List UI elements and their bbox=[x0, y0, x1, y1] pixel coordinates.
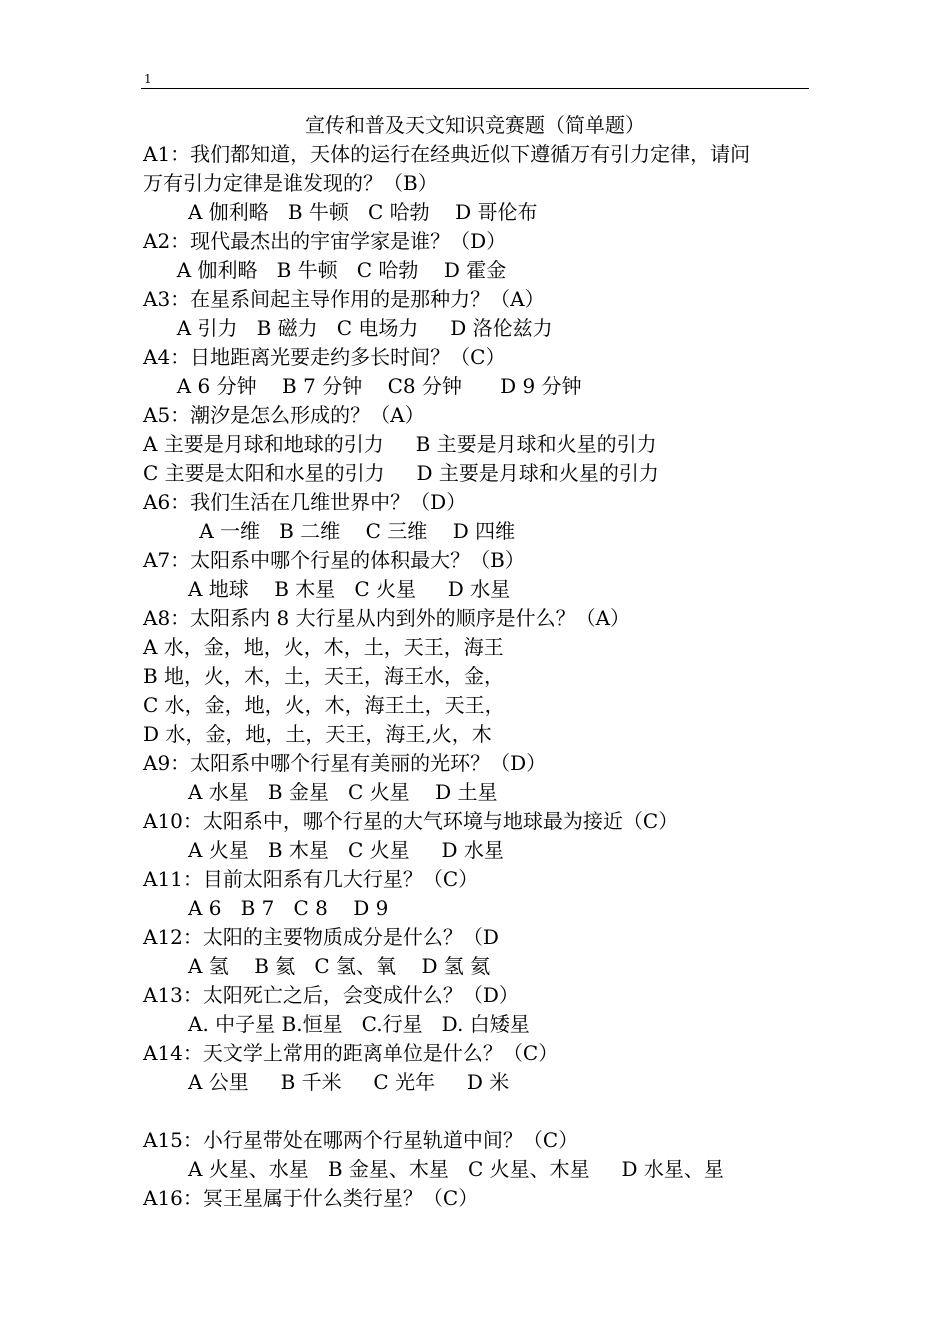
line-text: A 火星 B 木星 C 火星 D 水星 bbox=[188, 838, 504, 862]
line-text: A 公里 B 千米 C 光年 D 米 bbox=[188, 1070, 510, 1094]
page-number: 1 bbox=[144, 72, 152, 86]
line-text: A5：潮汐是怎么形成的？（A） bbox=[143, 403, 425, 427]
line-text: 万有引力定律是谁发现的？（B） bbox=[143, 171, 438, 195]
header-rule bbox=[141, 88, 809, 89]
line-text: A 一维 B 二维 C 三维 D 四维 bbox=[199, 519, 516, 543]
line-text: A4：日地距离光要走约多长时间？（C） bbox=[143, 345, 506, 369]
line-text: A 主要是月球和地球的引力 B 主要是月球和火星的引力 bbox=[143, 432, 657, 456]
line-text: A6：我们生活在几维世界中？（D） bbox=[143, 490, 467, 514]
line-text: A 6 分钟 B 7 分钟 C8 分钟 D 9 分钟 bbox=[176, 374, 582, 398]
line-text: C 主要是太阳和水星的引力 D 主要是月球和火星的引力 bbox=[143, 461, 659, 485]
line-text: A 地球 B 木星 C 火星 D 水星 bbox=[188, 577, 511, 601]
line-text: D 水，金，地，土，天王，海王,火，木 bbox=[143, 722, 492, 746]
line-text: A10：太阳系中，哪个行星的大气环境与地球最为接近（C） bbox=[143, 809, 679, 833]
line-text: A7：太阳系中哪个行星的体积最大？（B） bbox=[143, 548, 525, 572]
line-text: A12：太阳的主要物质成分是什么？（D bbox=[143, 925, 499, 949]
line-text: A 氢 B 氦 C 氢、氧 D 氢 氦 bbox=[188, 954, 491, 978]
line-text: A 6 B 7 C 8 D 9 bbox=[188, 896, 389, 920]
page-title: 宣传和普及天文知识竞赛题（简单题） bbox=[305, 113, 645, 137]
line-text: A 水，金，地，火，木，土，天王，海王 bbox=[143, 635, 504, 659]
line-text: A 伽利略 B 牛顿 C 哈勃 D 哥伦布 bbox=[188, 200, 538, 224]
line-text: B 地，火，木，土，天王，海王水，金， bbox=[143, 664, 505, 688]
line-text: A2：现代最杰出的宇宙学家是谁？（D） bbox=[143, 229, 507, 253]
line-text: A 水星 B 金星 C 火星 D 土星 bbox=[188, 780, 498, 804]
line-text: A8：太阳系内 8 大行星从内到外的顺序是什么？（A） bbox=[143, 606, 631, 630]
line-text: A 伽利略 B 牛顿 C 哈勃 D 霍金 bbox=[176, 258, 507, 282]
line-text: A 火星、水星 B 金星、木星 C 火星、木星 D 水星、星 bbox=[188, 1157, 724, 1181]
line-text: A1：我们都知道，天体的运行在经典近似下遵循万有引力定律，请问 bbox=[143, 142, 751, 166]
line-text: A. 中子星 B.恒星 C.行星 D. 白矮星 bbox=[188, 1012, 530, 1036]
line-text: A16：冥王星属于什么类行星？（C） bbox=[143, 1186, 479, 1210]
line-text: A3：在星系间起主导作用的是那种力？（A） bbox=[143, 287, 545, 311]
line-text: C 水，金，地，火，木，海王土，天王， bbox=[143, 693, 505, 717]
line-text: A14：天文学上常用的距离单位是什么？（C） bbox=[143, 1041, 559, 1065]
line-text: A13：太阳死亡之后，会变成什么？（D） bbox=[143, 983, 519, 1007]
line-text: A11：目前太阳系有几大行星？（C） bbox=[143, 867, 479, 891]
line-text: A 引力 B 磁力 C 电场力 D 洛伦兹力 bbox=[176, 316, 553, 340]
line-text: A9：太阳系中哪个行星有美丽的光环？（D） bbox=[143, 751, 547, 775]
line-text: A15：小行星带处在哪两个行星轨道中间？（C） bbox=[143, 1128, 579, 1152]
